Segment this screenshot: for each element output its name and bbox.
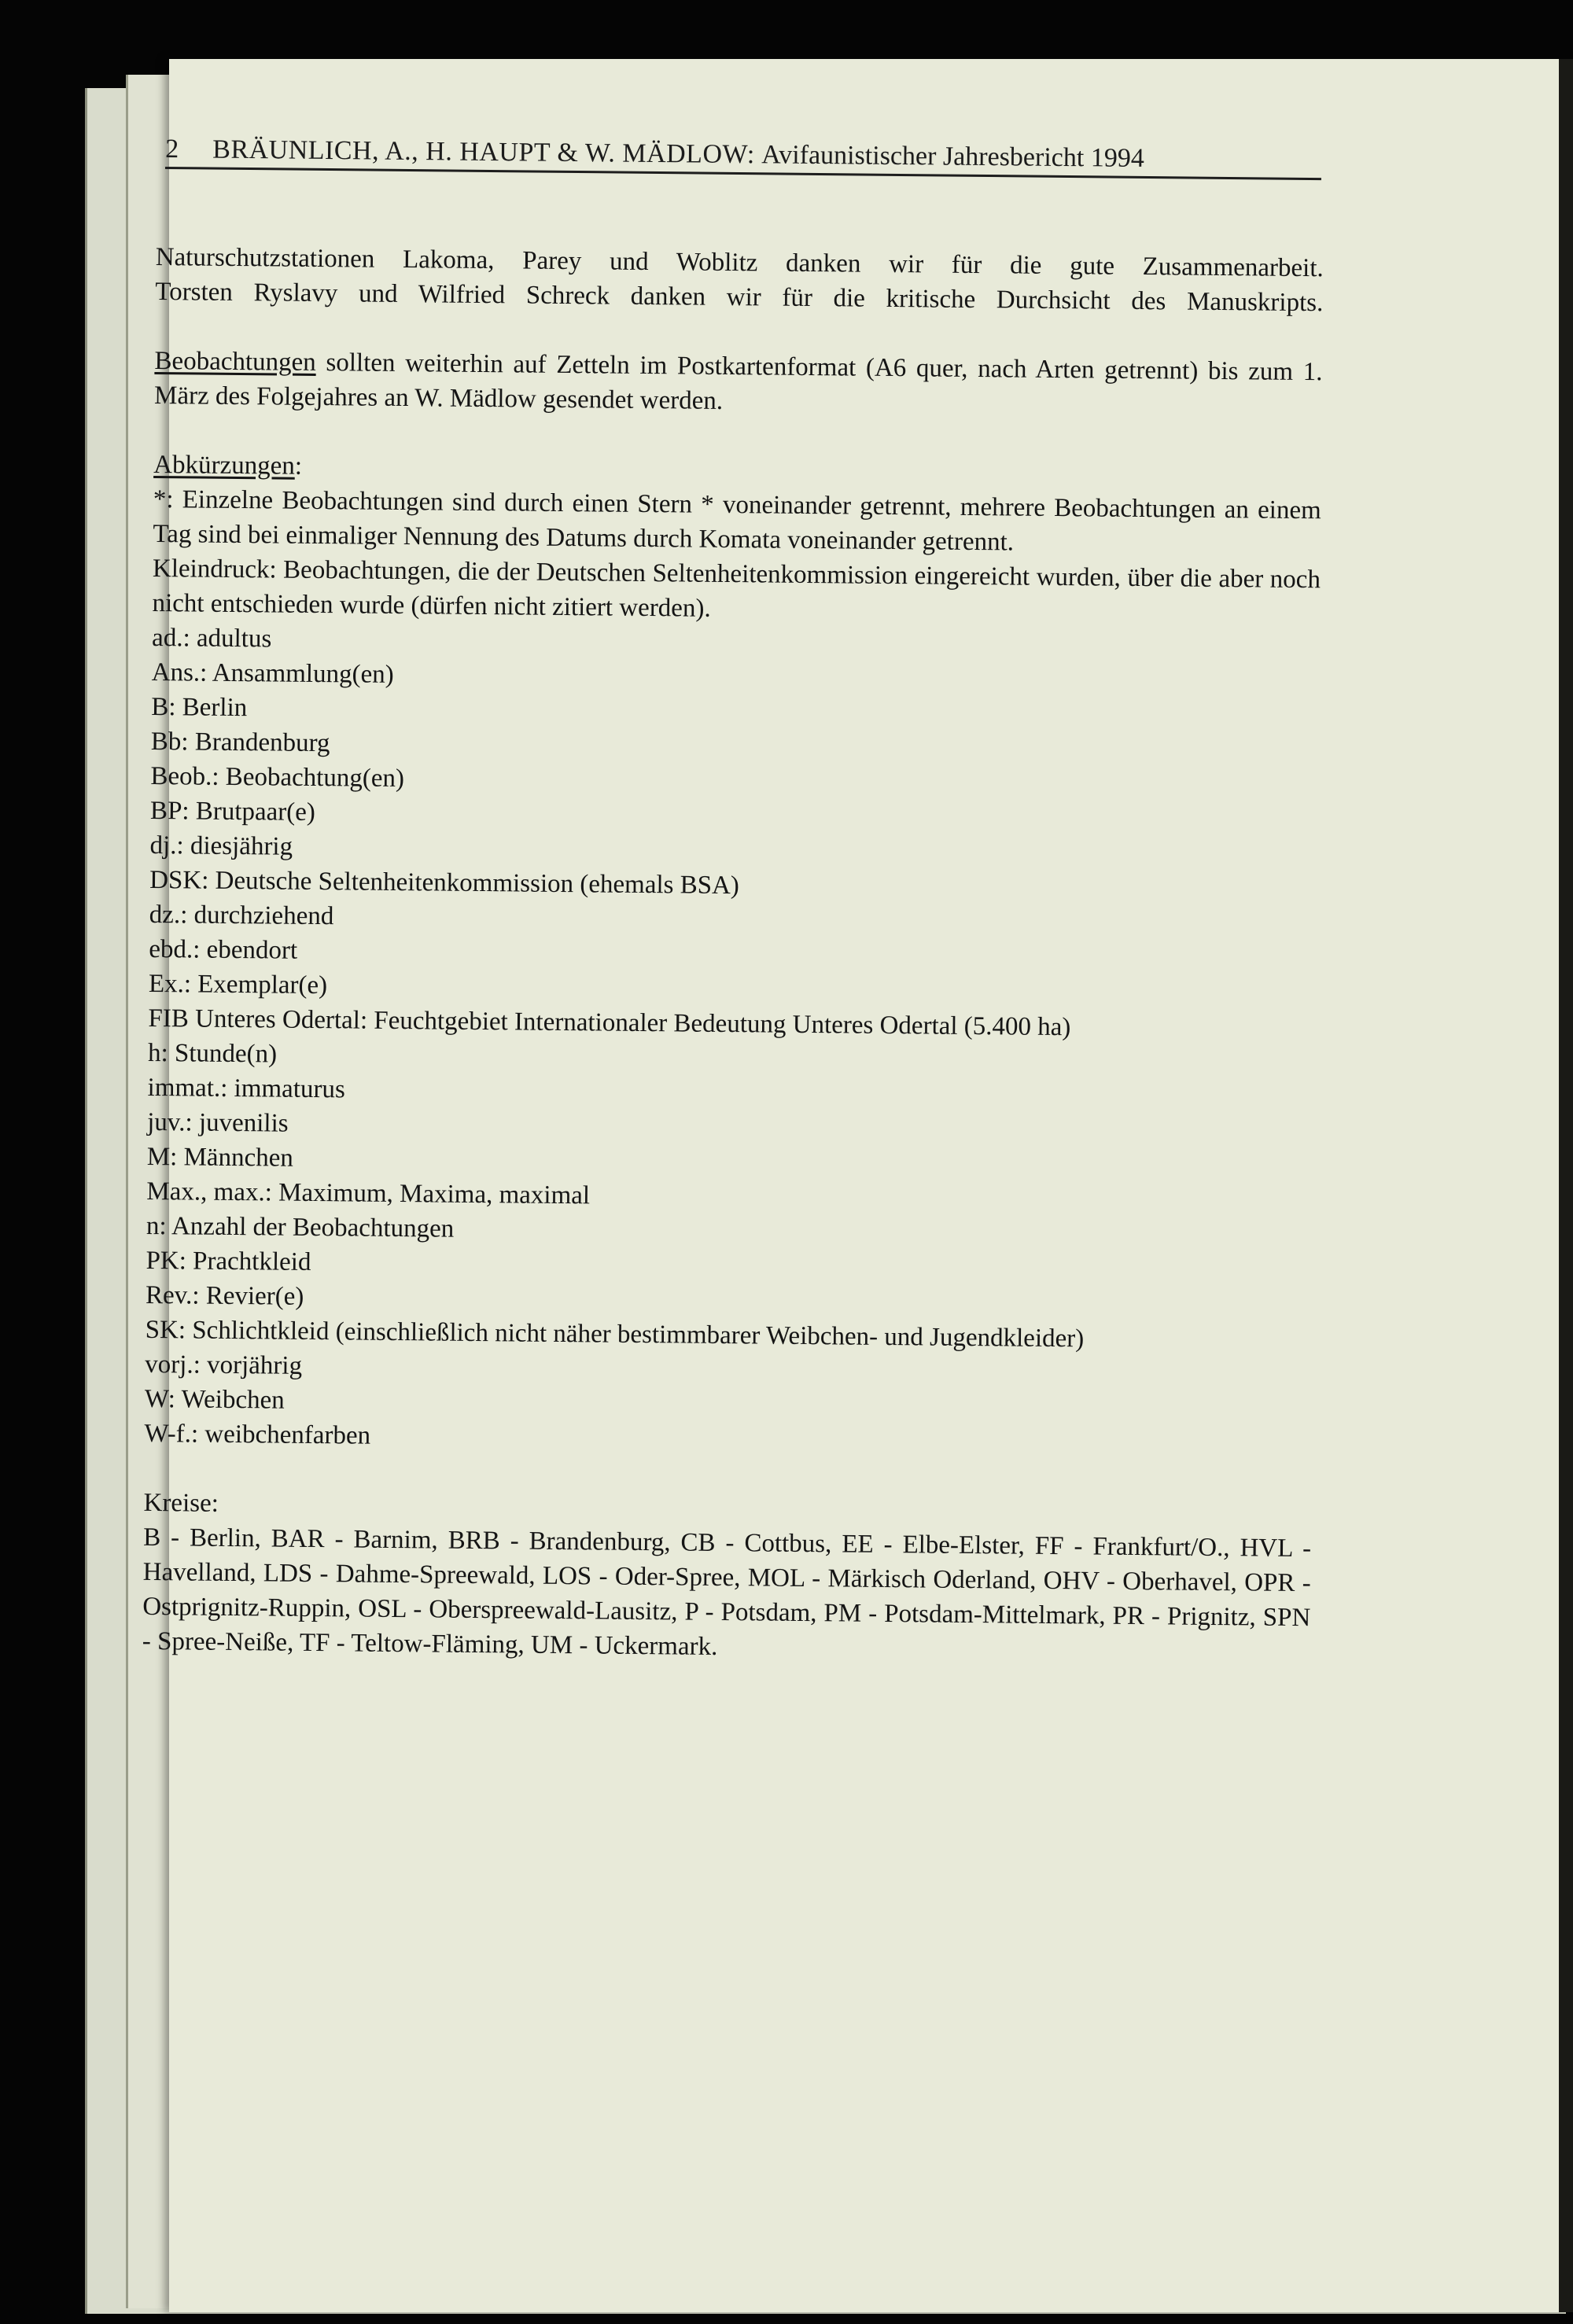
header-authors: BRÄUNLICH, A., H. HAUPT & W. MÄDLOW:: [212, 134, 755, 170]
abbreviations-heading: Abkürzungen:: [153, 450, 303, 481]
observations-paragraph: [154, 344, 1323, 424]
abbreviation-item: W-f.: weibchenfarben: [144, 1419, 371, 1450]
abbreviation-item: Ans.: Ansammlung(en): [151, 657, 394, 689]
header-title: Avifaunistischer Jahresbericht 1994: [761, 140, 1144, 173]
page-number: 2: [165, 134, 179, 164]
abbreviation-item: ebd.: ebendort: [149, 934, 298, 965]
abbreviation-item: dz.: durchziehend: [149, 900, 334, 931]
abbreviation-item: DSK: Deutsche Seltenheitenkommission (ehemals BSA): [149, 865, 740, 901]
abbreviation-item: FIB Unteres Odertal: Feuchtgebiet Internationaler Bedeutung Unteres Odertal (5.400 ha): [148, 1004, 1071, 1042]
abbreviation-item: vorj.: vorjährig: [145, 1350, 303, 1380]
abbreviation-item: Bb: Brandenburg: [150, 727, 330, 758]
abbreviation-item: ad.: adultus: [151, 623, 272, 654]
page-edge-shadow: [1559, 59, 1573, 2312]
abbreviation-item: PK: Prachtkleid: [146, 1246, 311, 1276]
abbreviation-item: B: Berlin: [151, 692, 248, 723]
abbreviations-heading-text: Abkürzungen: [153, 450, 296, 481]
star-note: *: Einzelne Beobachtungen sind durch einen Stern * voneinander getrennt, mehrere Beobachtungen an einem Tag sind bei einmaliger Nennung des Datums durch Komata voneinander getrennt.: [153, 484, 1321, 557]
abbreviation-item: Rev.: Revier(e): [145, 1280, 304, 1311]
districts-heading: Kreise:: [143, 1488, 219, 1518]
abbreviation-item: BP: Brutpaar(e): [149, 796, 316, 827]
abbreviation-item: dj.: diesjährig: [149, 831, 293, 861]
abbreviation-item: W: Weibchen: [144, 1384, 285, 1415]
abbreviation-item: SK: Schlichtkleid (einschließlich nicht näher bestimmbarer Weibchen- und Jugendkleider): [145, 1315, 1085, 1354]
intro-line-2: Torsten Ryslavy und Wilfried Schreck danken wir für die kritische Durchsicht des Manuskripts.: [155, 277, 1324, 318]
abbreviation-item: Max., max.: Maximum, Maxima, maximal: [146, 1177, 591, 1210]
small-print-note: Kleindruck: Beobachtungen, die der Deutschen Seltenheitenkommission eingereicht wurden, über die aber noch nicht entschieden wurde (dürfen nicht zitiert werden).: [152, 554, 1321, 623]
abbreviation-list: [144, 621, 1320, 1462]
abbreviation-item: h: Stunde(n): [147, 1038, 278, 1069]
observations-label: Beobachtungen: [154, 346, 316, 377]
abbreviation-item: immat.: immaturus: [147, 1073, 345, 1104]
abbreviation-item: M: Männchen: [146, 1142, 294, 1173]
abbreviation-item: Ex.: Exemplar(e): [148, 969, 328, 1000]
page-content: [142, 240, 1324, 1670]
abbreviation-item: n: Anzahl der Beobachtungen: [146, 1211, 455, 1243]
observations-text: sollten weiterhin auf Zetteln im Postkartenformat (A6 quer, nach Arten getrennt) bis zum 1. März des Folgejahres an W. Mädlow gesendet werden.: [153, 348, 1323, 415]
districts-text: B - Berlin, BAR - Barnim, BRB - Brandenburg, CB - Cottbus, EE - Elbe-Elster, FF - Frankfurt/O., HVL - Havelland, LDS - Dahme-Spreewald, LOS - Oder-Spree, MOL - Märkisch Oderland, OHV - Oberhavel, OPR - Ostprignitz-Ruppin, OSL - Oberspreewald-Lausitz, P - Potsdam, PM - Potsdam-Mittelmark, PR - Prignitz, SPN - Spree-Neiße, TF - Teltow-Fläming, UM - Uckermark.: [142, 1523, 1312, 1661]
abbreviation-item: juv.: juvenilis: [147, 1107, 289, 1138]
abbreviation-item: Beob.: Beobachtung(en): [150, 761, 405, 794]
intro-line-1: Naturschutzstationen Lakoma, Parey und Woblitz danken wir für die gute Zusammenarbeit.: [155, 242, 1324, 283]
